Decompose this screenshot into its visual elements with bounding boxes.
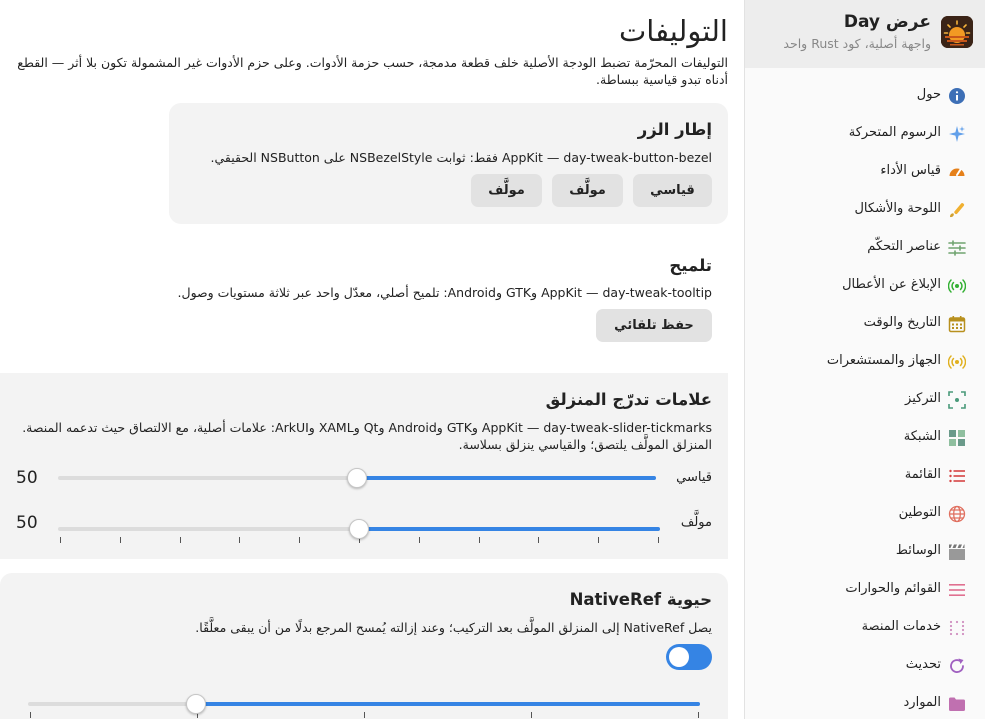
slider-tick — [120, 537, 121, 543]
slider-tickmarks-card — [0, 373, 728, 559]
slider-tick — [180, 537, 181, 543]
sliders-icon — [948, 239, 966, 257]
sidebar-item[interactable] — [745, 609, 985, 647]
slider-tick — [299, 537, 300, 543]
page-title: التوليفات — [618, 14, 728, 48]
sidebar-item-label: حول — [916, 87, 941, 102]
slider-tick — [531, 712, 532, 718]
nativeref-slider-thumb[interactable] — [186, 694, 206, 714]
slider-tick — [538, 537, 539, 543]
standard-slider-label: قياسي — [676, 470, 712, 485]
sidebar-item[interactable] — [745, 343, 985, 381]
sidebar-item-label: التركيز — [905, 391, 941, 406]
sidebar-item[interactable] — [745, 457, 985, 495]
tuned-slider-label: مولَّف — [680, 515, 712, 530]
sidebar-item-label: التاريخ والوقت — [863, 315, 941, 330]
sidebar-item-label: القوائم والحوارات — [845, 581, 941, 596]
sidebar — [744, 0, 985, 719]
sidebar-item[interactable] — [745, 381, 985, 419]
sidebar-item[interactable] — [745, 685, 985, 723]
sidebar-item-label: الوسائط — [895, 543, 941, 558]
tooltip-card — [0, 236, 728, 362]
sidebar-item[interactable] — [745, 571, 985, 609]
card-title: علامات تدرّج المنزلق — [545, 390, 712, 409]
signal-icon — [948, 277, 966, 295]
tuned-slider-thumb[interactable] — [349, 519, 369, 539]
info-icon — [948, 87, 966, 105]
sidebar-item-label: الجهاز والمستشعرات — [826, 353, 941, 368]
card-description: AppKit — day-tweak-button-bezel فقط: ثوابت NSBezelStyle على NSButton الحقيقي. — [210, 150, 712, 165]
sidebar-item[interactable] — [745, 533, 985, 571]
sidebar-item[interactable] — [745, 419, 985, 457]
card-description: AppKit — day-tweak-tooltip وGTK وAndroid: تلميح أصلي، معدّل واحد عبر ثلاثة مستويات وصول. — [177, 285, 712, 300]
sidebar-item-label: القائمة — [904, 467, 941, 482]
slider-tick — [658, 537, 659, 543]
sparkle-icon — [948, 125, 966, 143]
app-title: عرض Day — [843, 12, 931, 32]
globe-icon — [948, 505, 966, 523]
nativeref-toggle[interactable] — [666, 644, 712, 670]
nativeref-slider-fill — [196, 702, 700, 706]
card-title: إطار الزر — [637, 120, 712, 139]
tuned-button-2[interactable]: مولَّف — [471, 174, 542, 207]
menu-icon — [948, 581, 966, 599]
card-description: يصل NativeRef إلى المنزلق المولَّف بعد التركيب؛ وعند إزالته يُمسح المرجع بدلًا من أن يبقى معلَّقًا. — [195, 620, 712, 635]
slider-tick — [598, 537, 599, 543]
standard-slider-fill — [357, 476, 656, 480]
speedometer-icon — [948, 163, 966, 181]
sidebar-item[interactable] — [745, 647, 985, 685]
sidebar-header — [745, 0, 985, 68]
button-bezel-card — [169, 103, 728, 224]
card-title: حيوية NativeRef — [569, 590, 712, 609]
sidebar-item[interactable] — [745, 153, 985, 191]
sidebar-item[interactable] — [745, 77, 985, 115]
sidebar-item-label: تحديث — [905, 657, 941, 672]
sensor-icon — [948, 353, 966, 371]
slider-tick — [239, 537, 240, 543]
sidebar-item-label: الرسوم المتحركة — [848, 125, 941, 140]
sidebar-item[interactable] — [745, 495, 985, 533]
card-title: تلميح — [669, 256, 712, 275]
sidebar-item-label: اللوحة والأشكال — [854, 201, 941, 216]
sidebar-item[interactable] — [745, 267, 985, 305]
card-description: AppKit — day-tweak-slider-tickmarks وGTK وAndroid وQt وXAML وArkUI: علامات أصلية، مع الالتصاق حيث تدعمه المنصة. المنزلق المولَّف يلتصق؛ والقياسي ينزلق بسلاسة. — [22, 420, 712, 452]
slider-tick — [479, 537, 480, 543]
slider-tick — [419, 537, 420, 543]
grid-icon — [948, 429, 966, 447]
slider-tick — [30, 712, 31, 718]
clapperboard-icon — [948, 543, 966, 561]
refresh-icon — [948, 657, 966, 675]
tuned-button-1[interactable]: مولَّف — [552, 174, 623, 207]
sunset-logo-icon — [941, 16, 973, 48]
slider-tick — [698, 712, 699, 718]
list-icon — [948, 467, 966, 485]
slider-tick — [364, 712, 365, 718]
slider-tick — [60, 537, 61, 543]
sidebar-item-label: عناصر التحكّم — [867, 239, 941, 254]
focus-icon — [948, 391, 966, 409]
autosave-button[interactable]: حفظ تلقائي — [596, 309, 712, 342]
standard-slider-thumb[interactable] — [347, 468, 367, 488]
sidebar-item-label: الإبلاغ عن الأعطال — [842, 277, 941, 292]
sidebar-item[interactable] — [745, 115, 985, 153]
tuned-slider-fill — [359, 527, 660, 531]
nativeref-card — [0, 573, 728, 719]
folder-icon — [948, 695, 966, 713]
sidebar-item-label: قياس الأداء — [880, 163, 941, 178]
tuned-slider-value: 50 — [16, 513, 38, 533]
sidebar-item-label: الشبكة — [903, 429, 941, 444]
sidebar-item[interactable] — [745, 229, 985, 267]
calendar-icon — [948, 315, 966, 333]
sidebar-item[interactable] — [745, 191, 985, 229]
paintbrush-icon — [948, 201, 966, 219]
standard-button[interactable]: قياسي — [633, 174, 712, 207]
sidebar-item-label: الموارد — [903, 695, 941, 710]
sidebar-item[interactable] — [745, 305, 985, 343]
page-description: التوليفات المحرّمة تضبط الودجة الأصلية خلف قطعة مدمجة، حسب حزمة الأدوات. وعلى حزم الأدوات غير المشمولة تكون بلا أثر — القطع أدناه تبدو قياسية ببساطة. — [17, 55, 728, 87]
toggle-knob — [669, 647, 689, 667]
dots-grid-icon — [948, 619, 966, 637]
sidebar-item-label: التوطين — [898, 505, 941, 520]
standard-slider-value: 50 — [16, 468, 38, 488]
app-subtitle: واجهة أصلية، كود Rust واحد — [783, 36, 931, 51]
sidebar-item-label: خدمات المنصة — [861, 619, 941, 634]
